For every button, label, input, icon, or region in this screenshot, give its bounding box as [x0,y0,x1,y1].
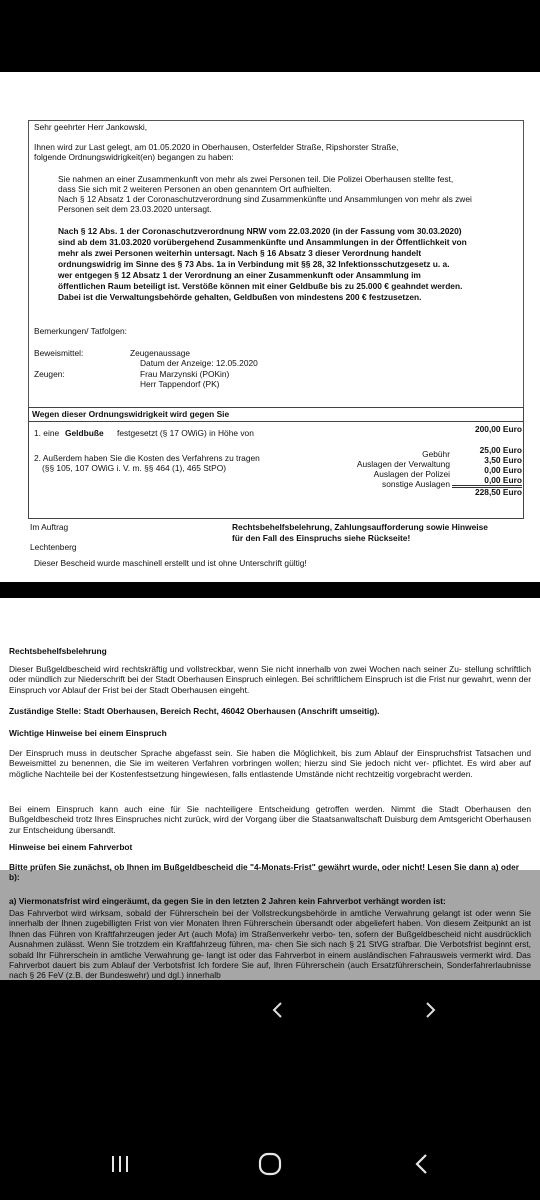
costs-line: (§§ 105, 107 OWiG i. V. m. §§ 464 (1), 465 StPO) [42,463,227,473]
salutation: Sehr geehrter Herr Jankowski, [34,122,148,132]
report-date: Datum der Anzeige: 12.05.2020 [140,358,258,368]
total-value: 228,50 Euro [474,487,522,497]
chevron-left-icon[interactable] [258,990,298,1030]
fine-header: Wegen dieser Ordnungswidrigkeit wird gegen Sie [32,409,230,419]
fine-item-word: Geldbuße [65,428,104,438]
legal-text-line: öffentlichen Raum beteiligt ist. Verstöße können mit einer Geldbuße bis zu 25.000 € geahndet werden. [58,281,463,291]
back-icon [411,1153,433,1180]
witness-name: Frau Marzynski (POKin) [140,369,230,379]
back-button[interactable] [402,1146,442,1186]
navigation-bar [0,1116,540,1200]
hints-heading: Wichtige Hinweise bei einem Einspruch [9,728,167,738]
cost-value: 3,50 Euro [484,455,522,465]
home-button[interactable] [250,1146,290,1186]
legal-text-line: sind ab dem 31.03.2020 vorübergehend Zusammenkünfte und Ansammlungen in der Öffentlichkeit von [58,237,467,247]
authority-line: Zuständige Stelle: Stadt Oberhausen, Bereich Recht, 46042 Oberhausen (Anschrift umseitig). [9,706,380,716]
notice-line: Rechtsbehelfsbelehrung, Zahlungsaufforderung sowie Hinweise [232,522,488,532]
driving-ban-question: Bitte prüfen Sie zunächst, ob Ihnen im Bußgeldbescheid die "4-Monats-Frist" gewährt wurde, oder nicht! Lesen Sie dann a) oder b): [9,862,520,883]
offense-line: dass Sie sich mit 2 weiteren Personen an oben genanntem Ort aufhielten. [58,184,332,194]
section-heading: Rechtsbehelfsbelehrung [9,646,107,656]
evidence-value: Zeugenaussage [130,348,191,358]
remarks-label: Bemerkungen/ Tatfolgen: [34,326,127,336]
cost-label: Auslagen der Verwaltung [356,459,450,469]
signer-name: Lechtenberg [30,542,77,552]
legal-text-line: Dabei ist die Verwaltungsbehörde gehalten, Geldbußen von mindestens 200 € festzusetzen. [58,292,422,302]
option-a-paragraph: Das Fahrverbot wird wirksam, sobald der Führerschein bei der Vollstreckungsbehörde in amtliche Verwahrung gelangt ist oder wenn Sie innerhalb der Ihnen zugebilligten Frist von vier Monaten Ihren Führerschein übersandt oder abgeliefert haben. Von diesem Zeitpunkt an ist Ihnen das Führen von Kraftfahrzeugen jeder Art (auch Mofa) im Straßenverkehr verbo- ten, sofern der Bußgeldbescheid nicht ausdrücklich Ausnahmen zulässt. Wenn Sie trotzdem ein Kraftfahrzeug führen, ma- chen Sie sich nach § 21 StVG strafbar. Die Verbotsfrist beginnt erst, sobald Ihr Führerschein in amtliche Verwahrung ge- langt ist oder das Fahrverbot in einem ausländischen Fahrausweis vermerkt wird. Das Fahrverbot dauert bis zum Ablauf der Verbotsfrist Ich fordere Sie auf, Ihren Führerschein (auch Ersatzführerschein, Sonderfahrerlaubnisse nach § 26 FeV (z.B. der Bundeswehr) und dgl.) innerhalb [9,908,531,980]
fine-amount: 200,00 Euro [474,424,522,434]
recent-apps-button[interactable] [100,1146,140,1186]
document-page-front [0,72,540,582]
option-a-heading: a) Viermonatsfrist wird eingeräumt, da gegen Sie in den letzten 2 Jahren kein Fahrverbot verhängt worden ist: [9,896,446,906]
offense-line: Personen seit dem 23.03.2020 untersagt. [58,204,212,214]
costs-line: 2. Außerdem haben Sie die Kosten des Verfahrens zu tragen [34,453,260,463]
legal-text-line: ordnungswidrig im Sinne des § 73 Abs. 1a in Verbindung mit §§ 28, 32 Infektionsschutzgesetz u. a. [58,259,450,269]
legal-text-line: wer entgegen § 12 Absatz 1 der Verordnung an einer Zusammenkunft oder Ansammlung im [58,270,421,280]
fine-item-number: 1. eine [34,428,60,438]
driving-ban-heading: Hinweise bei einem Fahrverbot [9,842,133,852]
hints-paragraph: Der Einspruch muss in deutscher Sprache abgefasst sein. Sie haben die Möglichkeit, bis zum Ablauf der Einspruchsfrist Tatsachen und Beweismittel zu benennen, die Sie im weiteren Verfahren vorbringen wollen; hierzu sind Sie jedoch nicht ver- pflichtet. Es wird aber auf mögliche Nachteile bei der Kostenfestsetzung hingewiesen, falls entlastende Umstände nicht rechtzeitig vorgebracht werden. [9,748,531,779]
machine-note: Dieser Bescheid wurde maschinell erstellt und ist ohne Unterschrift gültig! [34,558,307,568]
recent-apps-icon [109,1153,131,1180]
cost-value: 0,00 Euro [484,475,522,485]
legal-text-line: mehr als zwei Personen weiterhin untersagt. Nach § 16 Absatz 3 dieser Verordnung handelt [58,248,422,258]
witnesses-label: Zeugen: [34,369,65,379]
notice-line: für den Fall des Einspruchs siehe Rückseite! [232,533,411,543]
chevron-right-icon[interactable] [410,990,450,1030]
offense-line: Sie nahmen an einer Zusammenkunft von mehr als zwei Personen teil. Die Polizei Oberhausen stellte fest, [58,174,454,184]
intro-line: folgende Ordnungswidrigkeit(en) begangen zu haben: [34,152,234,162]
sum-rule [452,485,522,486]
legal-text-line: Nach § 12 Abs. 1 der Coronaschutzverordnung NRW vom 22.03.2020 (in der Fassung vom 30.03.2020) [58,226,462,236]
intro-line: Ihnen wird zur Last gelegt, am 01.05.2020 in Oberhausen, Osterfelder Straße, Ripshorster Straße, [34,142,399,152]
home-icon [257,1151,283,1182]
appeal-paragraph: Dieser Bußgeldbescheid wird rechtskräftig und vollstreckbar, wenn Sie nicht innerhalb von zwei Wochen nach seiner Zu- stellung schriftlich oder mündlich zur Niederschrift bei der Stadt Oberhausen Einspruch einlegen. Bei schriftlichem Einspruch ist die Frist nur gewahrt, wenn der Einspruch vor Ablauf der Frist bei der Stadt Oberhausen eingeht. [9,664,531,695]
gesture-overlay [0,870,540,982]
evidence-label: Beweismittel: [34,348,84,358]
cost-label: sonstige Auslagen [382,479,450,489]
hints-paragraph: Bei einem Einspruch kann auch eine für Sie nachteiligere Entscheidung getroffen werden. Nimmt die Stadt Oberhausen den Bußgeldbescheid trotz Ihres Einspruches nicht zurück, wird der Vorgang über die Staatsanwaltschaft Duisburg dem Amtsgericht Oberhausen zur Entscheidung übersandt. [9,804,531,835]
cost-label: Auslagen der Polizei [373,469,450,479]
offense-line: Nach § 12 Absatz 1 der Coronaschutzverordnung sind Zusammenkünfte und Ansammlungen von mehr als zwei [58,194,472,204]
cost-value: 0,00 Euro [484,465,522,475]
im-auftrag: Im Auftrag [30,522,69,532]
cost-value: 25,00 Euro [479,445,522,455]
fine-item-text: festgesetzt (§ 17 OWiG) in Höhe von [117,428,254,438]
cost-label: Gebühr [422,449,450,459]
witness-name: Herr Tappendorf (PK) [140,379,220,389]
